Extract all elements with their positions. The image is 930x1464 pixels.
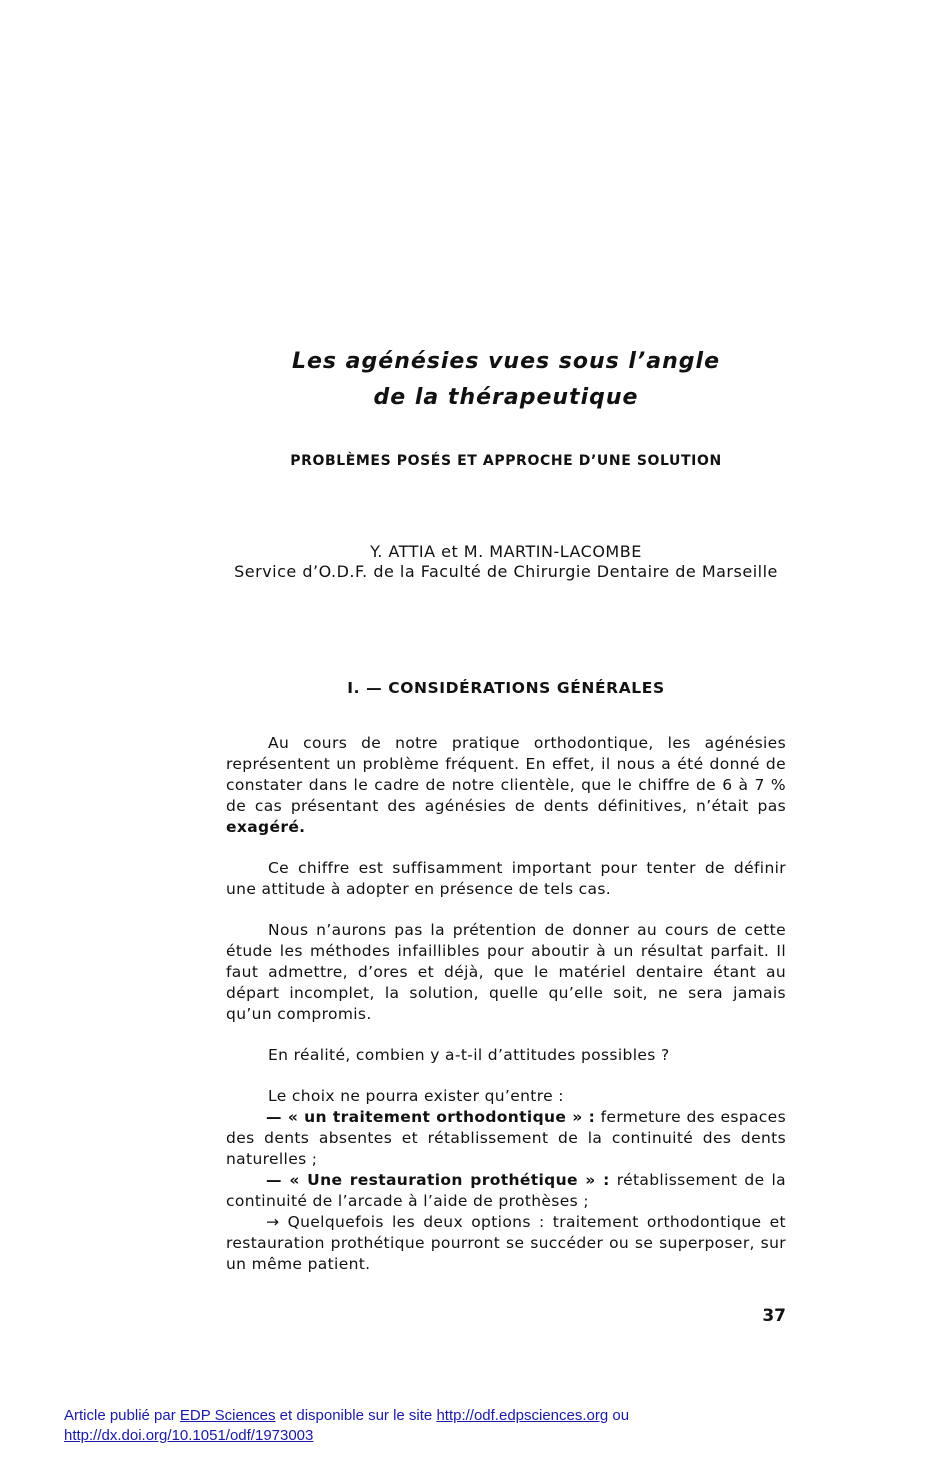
footer-suffix: ou xyxy=(608,1407,630,1424)
footer-prefix: Article publié par xyxy=(64,1407,180,1424)
article-subtitle: PROBLÈMES POSÉS ET APPROCHE D’UNE SOLUTION xyxy=(290,453,722,469)
paragraph-3: Nous n’aurons pas la prétention de donner au cours de cette étude les méthodes infaillibles pour aboutir à un résultat parfait. Il faut admettre, d’ores et déjà, que le matériel dentaire étant au départ incomplet, la solution, quelle qu’elle soit, ne sera jamais qu’un compromis. xyxy=(226,921,786,1023)
paragraph-1-emphasis: exagéré. xyxy=(226,818,306,836)
article-title-line-1: Les agénésies vues sous l’angle xyxy=(291,349,721,374)
paragraph-2: Ce chiffre est suffisamment important pour tenter de définir une attitude à adopter en présence de tels cas. xyxy=(226,859,786,898)
article-title xyxy=(226,344,786,416)
list-item: → Quelquefois les deux options : traitement orthodontique et restauration prothétique pourront se succéder ou se superposer, sur un même patient. xyxy=(226,1213,786,1273)
author-names: Y. ATTIA et M. MARTIN-LACOMBE xyxy=(370,542,642,561)
author-block xyxy=(226,542,786,582)
paragraph-1-text: Au cours de notre pratique orthodontique, les agénésies représentent un problème fréquent. En effet, il nous a été donné de constater dans le cadre de notre clientèle, que le chiffre de 6 à 7 % de cas présentant des agénésies de dents définitives, n’était pas xyxy=(226,734,786,815)
list-item xyxy=(226,1107,786,1170)
list-item xyxy=(226,1170,786,1212)
paragraph-1 xyxy=(226,733,786,838)
publisher-footer xyxy=(64,1406,884,1446)
list-item-label: — « un traitement orthodontique » : xyxy=(266,1108,596,1126)
footer-middle: et disponible sur le site xyxy=(275,1407,437,1424)
paragraph-5: Le choix ne pourra exister qu’entre : xyxy=(268,1087,564,1105)
publisher-link[interactable]: EDP Sciences xyxy=(179,1407,276,1424)
article-body xyxy=(226,733,786,1275)
section-heading: I. — CONSIDÉRATIONS GÉNÉRALES xyxy=(347,679,665,697)
list-item-label: — « Une restauration prothétique » : xyxy=(266,1171,610,1189)
list-item-text: rétablissement de la continuité de l’arcade à l’aide de prothèses ; xyxy=(226,1171,786,1210)
site-link[interactable]: http://odf.edpsciences.org xyxy=(436,1407,609,1424)
author-affiliation: Service d’O.D.F. de la Faculté de Chirurgie Dentaire de Marseille xyxy=(234,562,778,581)
page-number: 37 xyxy=(762,1306,786,1326)
list-item-text: fermeture des espaces des dents absentes et rétablissement de la continuité des dents naturelles ; xyxy=(226,1108,786,1168)
doi-link[interactable]: http://dx.doi.org/10.1051/odf/1973003 xyxy=(64,1427,314,1444)
paragraph-4: En réalité, combien y a-t-il d’attitudes possibles ? xyxy=(268,1046,670,1064)
article-title-line-2: de la thérapeutique xyxy=(373,385,639,410)
